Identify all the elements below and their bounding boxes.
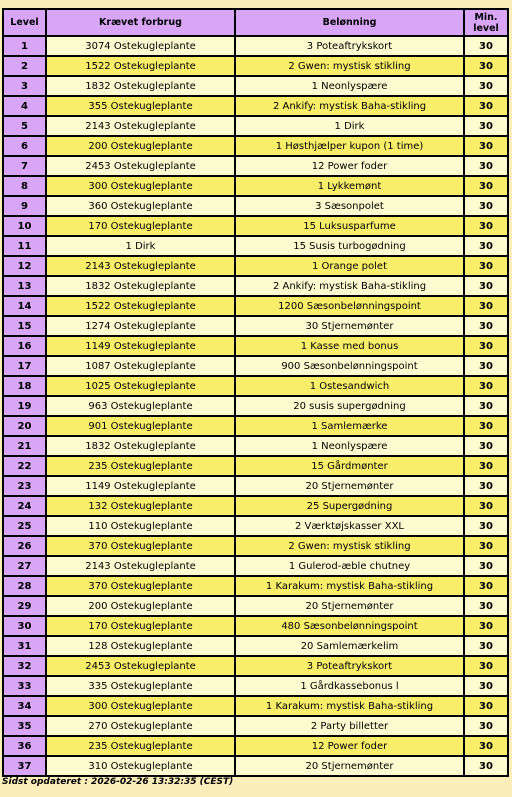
cell-reward: 1 Karakum: mystisk Baha-stikling <box>235 576 464 596</box>
cell-level: 11 <box>3 236 46 256</box>
table-row <box>3 756 508 776</box>
cell-reward: 20 Samlemærkelim <box>235 636 464 656</box>
cell-min-level: 30 <box>464 36 508 56</box>
last-updated: Sidst opdateret : 2026-02-26 13:32:35 (CEST) <box>2 777 234 787</box>
cell-level: 15 <box>3 316 46 336</box>
cell-min-level: 30 <box>464 656 508 676</box>
cell-level: 19 <box>3 396 46 416</box>
cell-required: 1832 Ostekugleplante <box>46 436 235 456</box>
cell-required: 200 Ostekugleplante <box>46 136 235 156</box>
cell-min-level: 30 <box>464 196 508 216</box>
cell-level: 27 <box>3 556 46 576</box>
cell-min-level: 30 <box>464 56 508 76</box>
cell-required: 235 Ostekugleplante <box>46 456 235 476</box>
cell-reward: 1 Gulerod-æble chutney <box>235 556 464 576</box>
cell-level: 31 <box>3 636 46 656</box>
cell-min-level: 30 <box>464 416 508 436</box>
table-row <box>3 636 508 656</box>
cell-required: 110 Ostekugleplante <box>46 516 235 536</box>
cell-reward: 1 Ostesandwich <box>235 376 464 396</box>
cell-min-level: 30 <box>464 296 508 316</box>
cell-required: 963 Ostekugleplante <box>46 396 235 416</box>
cell-required: 1087 Ostekugleplante <box>46 356 235 376</box>
cell-required: 2143 Ostekugleplante <box>46 256 235 276</box>
cell-min-level: 30 <box>464 516 508 536</box>
table-row <box>3 376 508 396</box>
cell-reward: 3 Sæsonpolet <box>235 196 464 216</box>
cell-min-level: 30 <box>464 216 508 236</box>
cell-required: 370 Ostekugleplante <box>46 576 235 596</box>
cell-level: 26 <box>3 536 46 556</box>
table-row <box>3 276 508 296</box>
cell-level: 13 <box>3 276 46 296</box>
cell-level: 35 <box>3 716 46 736</box>
cell-level: 32 <box>3 656 46 676</box>
cell-level: 20 <box>3 416 46 436</box>
table-row <box>3 116 508 136</box>
cell-level: 29 <box>3 596 46 616</box>
cell-reward: 1 Dirk <box>235 116 464 136</box>
cell-level: 25 <box>3 516 46 536</box>
cell-reward: 1 Lykkemønt <box>235 176 464 196</box>
cell-required: 335 Ostekugleplante <box>46 676 235 696</box>
cell-reward: 12 Power foder <box>235 156 464 176</box>
cell-reward: 2 Gwen: mystisk stikling <box>235 56 464 76</box>
cell-level: 22 <box>3 456 46 476</box>
table-row <box>3 736 508 756</box>
cell-reward: 30 Stjernemønter <box>235 316 464 336</box>
cell-min-level: 30 <box>464 376 508 396</box>
cell-required: 1832 Ostekugleplante <box>46 76 235 96</box>
header-level: Level <box>3 9 46 36</box>
cell-reward: 15 Luksusparfume <box>235 216 464 236</box>
cell-level: 12 <box>3 256 46 276</box>
cell-reward: 480 Sæsonbelønningspoint <box>235 616 464 636</box>
table-row <box>3 456 508 476</box>
cell-min-level: 30 <box>464 276 508 296</box>
table-row <box>3 136 508 156</box>
header-required: Krævet forbrug <box>46 9 235 36</box>
cell-required: 2453 Ostekugleplante <box>46 656 235 676</box>
table-header-row <box>3 9 508 36</box>
cell-reward: 15 Gårdmønter <box>235 456 464 476</box>
table-row <box>3 716 508 736</box>
cell-min-level: 30 <box>464 596 508 616</box>
cell-reward: 2 Ankify: mystisk Baha-stikling <box>235 276 464 296</box>
cell-min-level: 30 <box>464 256 508 276</box>
cell-min-level: 30 <box>464 236 508 256</box>
table-row <box>3 216 508 236</box>
cell-level: 17 <box>3 356 46 376</box>
cell-required: 901 Ostekugleplante <box>46 416 235 436</box>
cell-min-level: 30 <box>464 716 508 736</box>
cell-required: 360 Ostekugleplante <box>46 196 235 216</box>
cell-level: 18 <box>3 376 46 396</box>
cell-reward: 20 Stjernemønter <box>235 476 464 496</box>
cell-min-level: 30 <box>464 396 508 416</box>
cell-min-level: 30 <box>464 156 508 176</box>
cell-required: 300 Ostekugleplante <box>46 696 235 716</box>
cell-required: 128 Ostekugleplante <box>46 636 235 656</box>
cell-min-level: 30 <box>464 176 508 196</box>
cell-required: 235 Ostekugleplante <box>46 736 235 756</box>
cell-reward: 3 Poteaftrykskort <box>235 36 464 56</box>
cell-level: 9 <box>3 196 46 216</box>
cell-reward: 1 Neonlyspære <box>235 436 464 456</box>
header-min-level <box>464 9 508 36</box>
cell-required: 132 Ostekugleplante <box>46 496 235 516</box>
table-row <box>3 576 508 596</box>
table-row <box>3 196 508 216</box>
table-row <box>3 616 508 636</box>
cell-required: 1025 Ostekugleplante <box>46 376 235 396</box>
table-row <box>3 656 508 676</box>
cell-required: 310 Ostekugleplante <box>46 756 235 776</box>
cell-level: 4 <box>3 96 46 116</box>
table-row <box>3 76 508 96</box>
cell-required: 1 Dirk <box>46 236 235 256</box>
cell-min-level: 30 <box>464 336 508 356</box>
table-row <box>3 256 508 276</box>
cell-level: 28 <box>3 576 46 596</box>
cell-min-level: 30 <box>464 356 508 376</box>
cell-reward: 900 Sæsonbelønningspoint <box>235 356 464 376</box>
cell-level: 3 <box>3 76 46 96</box>
table-row <box>3 436 508 456</box>
cell-reward: 1200 Sæsonbelønningspoint <box>235 296 464 316</box>
cell-required: 1832 Ostekugleplante <box>46 276 235 296</box>
cell-required: 200 Ostekugleplante <box>46 596 235 616</box>
cell-level: 30 <box>3 616 46 636</box>
cell-min-level: 30 <box>464 496 508 516</box>
cell-min-level: 30 <box>464 456 508 476</box>
table-row <box>3 496 508 516</box>
cell-required: 300 Ostekugleplante <box>46 176 235 196</box>
header-min-level-line2: level <box>473 22 499 34</box>
table-row <box>3 696 508 716</box>
cell-required: 1149 Ostekugleplante <box>46 476 235 496</box>
cell-level: 33 <box>3 676 46 696</box>
table-row <box>3 596 508 616</box>
table-row <box>3 236 508 256</box>
cell-required: 2453 Ostekugleplante <box>46 156 235 176</box>
rewards-table <box>2 8 509 777</box>
table-row <box>3 296 508 316</box>
cell-reward: 12 Power foder <box>235 736 464 756</box>
cell-required: 270 Ostekugleplante <box>46 716 235 736</box>
cell-min-level: 30 <box>464 636 508 656</box>
header-min-level-line1: Min. <box>474 11 498 23</box>
cell-reward: 1 Kasse med bonus <box>235 336 464 356</box>
cell-required: 170 Ostekugleplante <box>46 616 235 636</box>
cell-min-level: 30 <box>464 436 508 456</box>
cell-reward: 20 Stjernemønter <box>235 756 464 776</box>
cell-min-level: 30 <box>464 76 508 96</box>
cell-min-level: 30 <box>464 576 508 596</box>
table-row <box>3 336 508 356</box>
table-row <box>3 476 508 496</box>
cell-min-level: 30 <box>464 556 508 576</box>
cell-min-level: 30 <box>464 696 508 716</box>
cell-reward: 2 Værktøjskasser XXL <box>235 516 464 536</box>
cell-reward: 1 Samlemærke <box>235 416 464 436</box>
table-row <box>3 516 508 536</box>
cell-min-level: 30 <box>464 756 508 776</box>
cell-level: 5 <box>3 116 46 136</box>
cell-level: 34 <box>3 696 46 716</box>
table-row <box>3 416 508 436</box>
cell-reward: 1 Orange polet <box>235 256 464 276</box>
cell-reward: 15 Susis turbogødning <box>235 236 464 256</box>
cell-required: 1149 Ostekugleplante <box>46 336 235 356</box>
table-row <box>3 536 508 556</box>
cell-level: 36 <box>3 736 46 756</box>
cell-min-level: 30 <box>464 616 508 636</box>
cell-min-level: 30 <box>464 536 508 556</box>
table-row <box>3 356 508 376</box>
cell-required: 1522 Ostekugleplante <box>46 56 235 76</box>
cell-required: 355 Ostekugleplante <box>46 96 235 116</box>
cell-level: 8 <box>3 176 46 196</box>
table-row <box>3 96 508 116</box>
cell-min-level: 30 <box>464 476 508 496</box>
cell-reward: 3 Poteaftrykskort <box>235 656 464 676</box>
cell-min-level: 30 <box>464 676 508 696</box>
cell-level: 16 <box>3 336 46 356</box>
table-row <box>3 316 508 336</box>
cell-reward: 1 Karakum: mystisk Baha-stikling <box>235 696 464 716</box>
cell-level: 7 <box>3 156 46 176</box>
cell-min-level: 30 <box>464 116 508 136</box>
cell-required: 3074 Ostekugleplante <box>46 36 235 56</box>
cell-reward: 1 Gårdkassebonus l <box>235 676 464 696</box>
cell-min-level: 30 <box>464 316 508 336</box>
table-row <box>3 176 508 196</box>
cell-level: 24 <box>3 496 46 516</box>
cell-required: 2143 Ostekugleplante <box>46 116 235 136</box>
cell-reward: 20 susis supergødning <box>235 396 464 416</box>
cell-reward: 1 Neonlyspære <box>235 76 464 96</box>
cell-level: 14 <box>3 296 46 316</box>
cell-min-level: 30 <box>464 736 508 756</box>
cell-required: 1522 Ostekugleplante <box>46 296 235 316</box>
cell-min-level: 30 <box>464 136 508 156</box>
table-row <box>3 396 508 416</box>
cell-reward: 1 Høsthjælper kupon (1 time) <box>235 136 464 156</box>
cell-required: 1274 Ostekugleplante <box>46 316 235 336</box>
cell-required: 170 Ostekugleplante <box>46 216 235 236</box>
table-body <box>3 36 508 776</box>
cell-reward: 2 Gwen: mystisk stikling <box>235 536 464 556</box>
table-row <box>3 36 508 56</box>
table-row <box>3 556 508 576</box>
table-row <box>3 676 508 696</box>
cell-required: 370 Ostekugleplante <box>46 536 235 556</box>
cell-required: 2143 Ostekugleplante <box>46 556 235 576</box>
cell-level: 2 <box>3 56 46 76</box>
table-row <box>3 56 508 76</box>
cell-min-level: 30 <box>464 96 508 116</box>
cell-reward: 20 Stjernemønter <box>235 596 464 616</box>
cell-level: 37 <box>3 756 46 776</box>
cell-reward: 25 Supergødning <box>235 496 464 516</box>
cell-level: 23 <box>3 476 46 496</box>
cell-level: 6 <box>3 136 46 156</box>
cell-level: 10 <box>3 216 46 236</box>
cell-reward: 2 Party billetter <box>235 716 464 736</box>
cell-level: 21 <box>3 436 46 456</box>
cell-level: 1 <box>3 36 46 56</box>
header-reward: Belønning <box>235 9 464 36</box>
cell-reward: 2 Ankify: mystisk Baha-stikling <box>235 96 464 116</box>
table-row <box>3 156 508 176</box>
